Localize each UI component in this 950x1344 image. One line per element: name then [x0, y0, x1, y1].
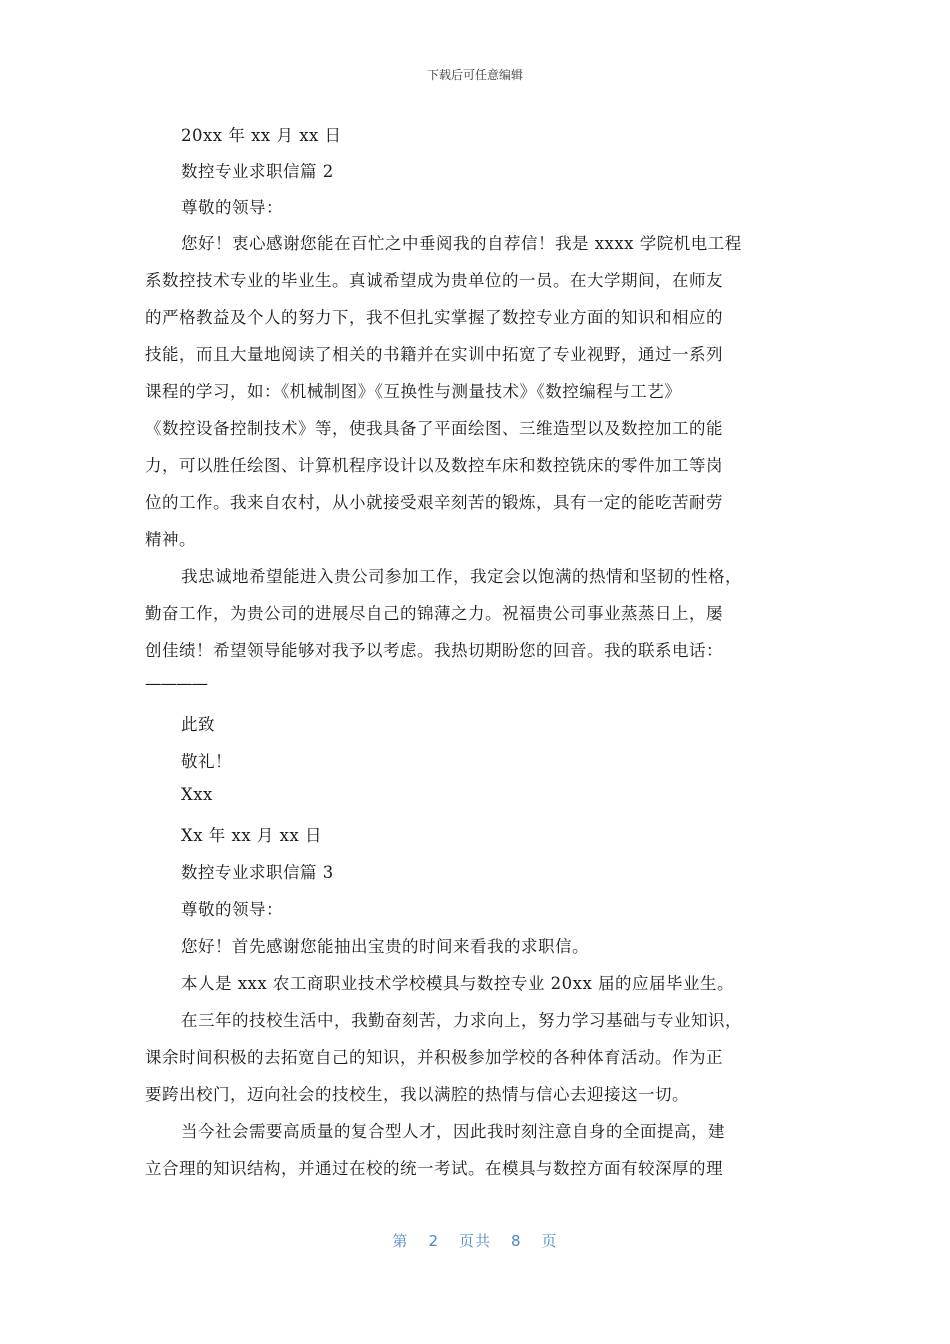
paragraph-line: 我忠诚地希望能进入贵公司参加工作，我定会以饱满的热情和坚韧的性格， [181, 567, 742, 586]
footer-page-number: 2 [428, 1232, 439, 1250]
paragraph-line: 要跨出校门，迈向社会的技校生，我以满腔的热情与信心去迎接这一切。 [145, 1085, 689, 1104]
paragraph-line: 精神。 [145, 530, 196, 549]
page-footer [0, 1230, 950, 1251]
footer-total-pages: 8 [511, 1232, 522, 1250]
paragraph-line: 勤奋工作，为贵公司的进展尽自己的锦薄之力。祝福贵公司事业蒸蒸日上，屡 [145, 604, 723, 623]
section-title: 数控专业求职信篇 3 [181, 863, 334, 882]
section-title: 数控专业求职信篇 2 [181, 162, 334, 181]
closing-line: 此致 [181, 715, 215, 734]
footer-prefix: 第 [392, 1232, 409, 1250]
date-line: 20xx 年 xx 月 xx 日 [181, 126, 342, 145]
salutation: 尊敬的领导： [181, 900, 283, 919]
paragraph-line: 当今社会需要高质量的复合型人才，因此我时刻注意自身的全面提高，建 [181, 1122, 725, 1141]
salutation: 尊敬的领导： [181, 198, 283, 217]
paragraph-line: 《数控设备控制技术》等，使我具备了平面绘图、三维造型以及数控加工的能 [145, 419, 723, 438]
paragraph-line: 在三年的技校生活中，我勤奋刻苦，力求向上，努力学习基础与专业知识， [181, 1011, 742, 1030]
paragraph-line: 课程的学习，如：《机械制图》《互换性与测量技术》《数控编程与工艺》 [145, 382, 682, 401]
paragraph-line: 课余时间积极的去拓宽自己的知识，并积极参加学校的各种体育活动。作为正 [145, 1048, 723, 1067]
signature-date: Xx 年 xx 月 xx 日 [181, 826, 322, 845]
paragraph-line: 系数控技术专业的毕业生。真诚希望成为贵单位的一员。在大学期间，在师友 [145, 271, 723, 290]
paragraph-line: 的严格教益及个人的努力下，我不但扎实掌握了数控专业方面的知识和相应的 [145, 308, 723, 327]
closing-regards: 敬礼！ [181, 752, 232, 771]
phone-placeholder: ———— [145, 674, 207, 693]
paragraph-line: 本人是 xxx 农工商职业技术学校模具与数控专业 20xx 届的应届毕业生。 [181, 974, 735, 993]
paragraph-line: 立合理的知识结构，并通过在校的统一考试。在模具与数控方面有较深厚的理 [145, 1159, 723, 1178]
page-header-note: 下载后可任意编辑 [426, 68, 523, 82]
paragraph-line: 您好！衷心感谢您能在百忙之中垂阅我的自荐信！我是 xxxx 学院机电工程 [181, 234, 742, 253]
signature-name: Xxx [181, 785, 213, 804]
paragraph-line: 技能，而且大量地阅读了相关的书籍并在实训中拓宽了专业视野，通过一系列 [145, 345, 723, 364]
paragraph-line: 您好！首先感谢您能抽出宝贵的时间来看我的求职信。 [181, 937, 589, 956]
footer-middle: 页共 [458, 1232, 491, 1250]
paragraph-line: 创佳绩！希望领导能够对我予以考虑。我热切期盼您的回音。我的联系电话： [145, 641, 723, 660]
footer-suffix: 页 [541, 1232, 558, 1250]
paragraph-line: 力，可以胜任绘图、计算机程序设计以及数控车床和数控铣床的零件加工等岗 [145, 456, 723, 475]
paragraph-line: 位的工作。我来自农村，从小就接受艰辛刻苦的锻炼，具有一定的能吃苦耐劳 [145, 493, 723, 512]
